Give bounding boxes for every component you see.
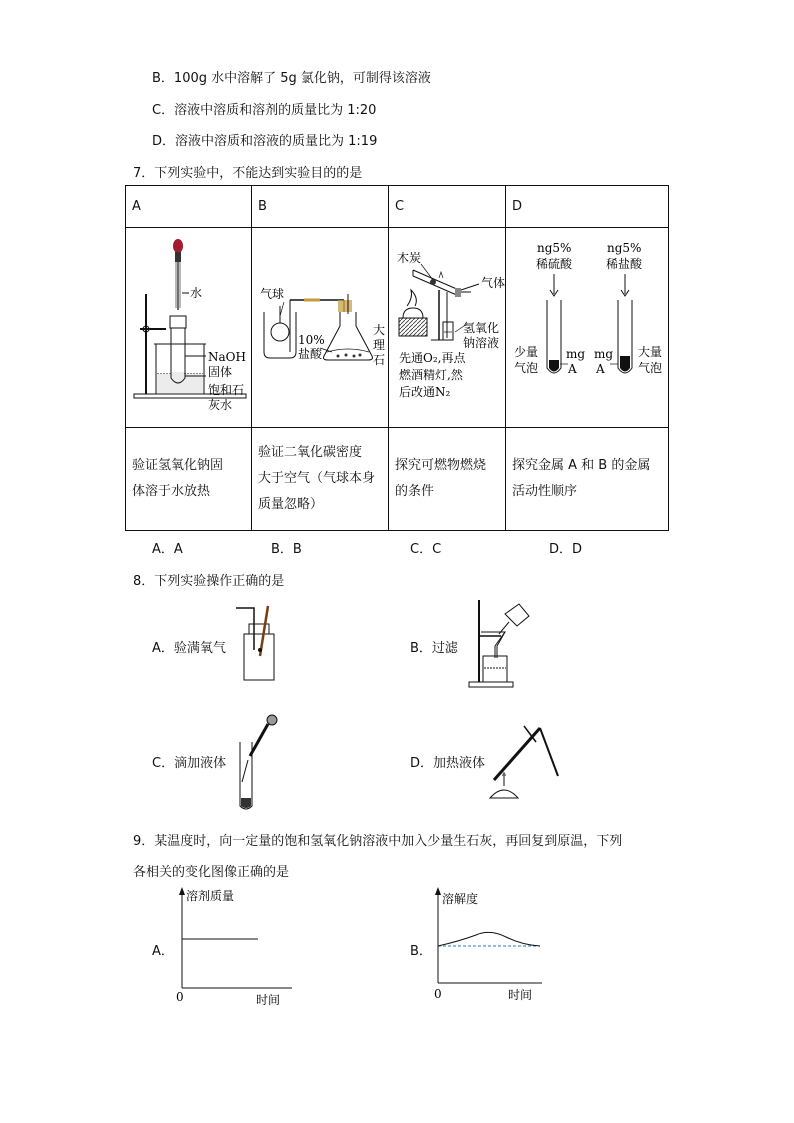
q7-choice-c: C．C	[410, 542, 442, 557]
q7-purpose-d: 探究金属 A 和 B 的金属 活动性顺序	[506, 428, 669, 531]
graph-b	[430, 883, 550, 1007]
label-marble-3: 石	[373, 353, 386, 367]
graph-b-xlabel: 时间	[508, 988, 533, 1002]
q7-purpose-a: 验证氢氧化钠固 体溶于水放热	[126, 428, 252, 531]
label-naoh: NaOH	[208, 350, 246, 364]
graph-b-curve	[438, 932, 540, 946]
label-mg-left: mg	[566, 347, 586, 361]
graph-a-origin: 0	[176, 990, 184, 1004]
naoh-dissolution-apparatus	[126, 228, 252, 427]
q7-figure-a	[126, 228, 252, 428]
label-gas: 气体	[481, 276, 506, 290]
q8-option-b: B．过滤	[410, 641, 458, 656]
q7-header-d: D	[506, 186, 669, 228]
label-solid: 固体	[208, 365, 233, 379]
q7-choice-a: A．A	[152, 542, 183, 557]
label-10-percent: 10%	[298, 333, 325, 347]
q8-option-a: A．验满氧气	[152, 641, 226, 656]
label-step-2: 燃酒精灯,然	[399, 368, 463, 382]
graph-a-ylabel: 溶剂质量	[186, 889, 235, 903]
label-naoh-solution-1: 氢氧化	[463, 321, 500, 335]
q9-stem-line-2: 各相关的变化图像正确的是	[133, 865, 290, 880]
q7-header-b: B	[252, 186, 389, 228]
q7-figure-c	[389, 228, 506, 428]
label-many-1: 大量	[638, 345, 663, 359]
co2-density-apparatus	[252, 228, 389, 427]
q8-option-d: D．加热液体	[410, 756, 486, 771]
q7-stem: 7．下列实验中，不能达到实验目的的是	[133, 166, 363, 181]
label-right-amount: ng5%	[607, 241, 642, 255]
q7-purpose-b: 验证二氧化碳密度 大于空气（气球本身 质量忽略）	[252, 428, 389, 531]
heating-liquid-figure	[484, 722, 562, 802]
q8-stem: 8．下列实验操作正确的是	[133, 574, 285, 589]
balloon-icon	[271, 323, 289, 341]
label-charcoal: 木炭	[397, 251, 422, 265]
oxygen-bottle-figure	[232, 604, 282, 682]
q9-option-a-label: A．	[152, 944, 174, 959]
label-step-3: 后改通N₂	[399, 385, 451, 399]
q6-option-c: C．溶液中溶质和溶剂的质量比为 1:20	[152, 103, 377, 118]
q9-stem-line-1: 9．某温度时，向一定量的饱和氢氧化钠溶液中加入少量生石灰，再回复到原温，下列	[133, 834, 623, 849]
label-few-1: 少量	[514, 345, 539, 359]
q9-option-b-label: B．	[410, 944, 432, 959]
graph-a	[172, 883, 302, 1007]
q7-choice-d: D．D	[549, 542, 583, 557]
q6-option-b: B．100g 水中溶解了 5g 氯化钠，可制得该溶液	[152, 71, 431, 86]
label-step-1: 先通O₂,再点	[399, 351, 466, 365]
q7-purpose-c: 探究可燃物燃烧 的条件	[389, 428, 506, 531]
label-marble-2: 理	[373, 338, 386, 352]
label-marble-1: 大	[373, 323, 386, 337]
q8-option-c: C．滴加液体	[152, 756, 227, 771]
label-lime-water-2: 灰水	[208, 398, 233, 412]
label-hydrochloric-acid: 稀盐酸	[606, 257, 643, 271]
label-few-2: 气泡	[514, 361, 539, 375]
dropper-bulb-icon	[173, 239, 183, 253]
q7-figure-d	[506, 228, 669, 428]
label-a-left: A	[568, 362, 577, 376]
q7-header-a: A	[126, 186, 252, 228]
label-hcl: 盐酸	[298, 347, 323, 361]
label-a-right: A	[596, 362, 605, 376]
metal-activity-apparatus	[506, 228, 669, 427]
label-mg-right: mg	[594, 347, 614, 361]
combustion-apparatus	[389, 228, 506, 427]
label-lime-water-1: 饱和石	[208, 383, 245, 397]
label-balloon: 气球	[260, 287, 285, 301]
q6-option-d: D．溶液中溶质和溶液的质量比为 1:19	[152, 134, 378, 149]
label-many-2: 气泡	[638, 361, 663, 375]
graph-b-ylabel: 溶解度	[442, 892, 479, 906]
graph-a-xlabel: 时间	[256, 993, 281, 1007]
label-left-amount: ng5%	[537, 241, 572, 255]
q7-figure-b	[252, 228, 389, 428]
filtration-figure	[467, 594, 539, 690]
dropper-figure	[232, 712, 282, 812]
q7-header-c: C	[389, 186, 506, 228]
label-sulfuric-acid: 稀硫酸	[536, 257, 573, 271]
label-naoh-solution-2: 钠溶液	[463, 336, 500, 350]
graph-b-origin: 0	[434, 987, 442, 1001]
q7-table	[125, 185, 669, 531]
label-water: 水	[190, 286, 203, 300]
q7-choice-b: B．B	[271, 542, 302, 557]
